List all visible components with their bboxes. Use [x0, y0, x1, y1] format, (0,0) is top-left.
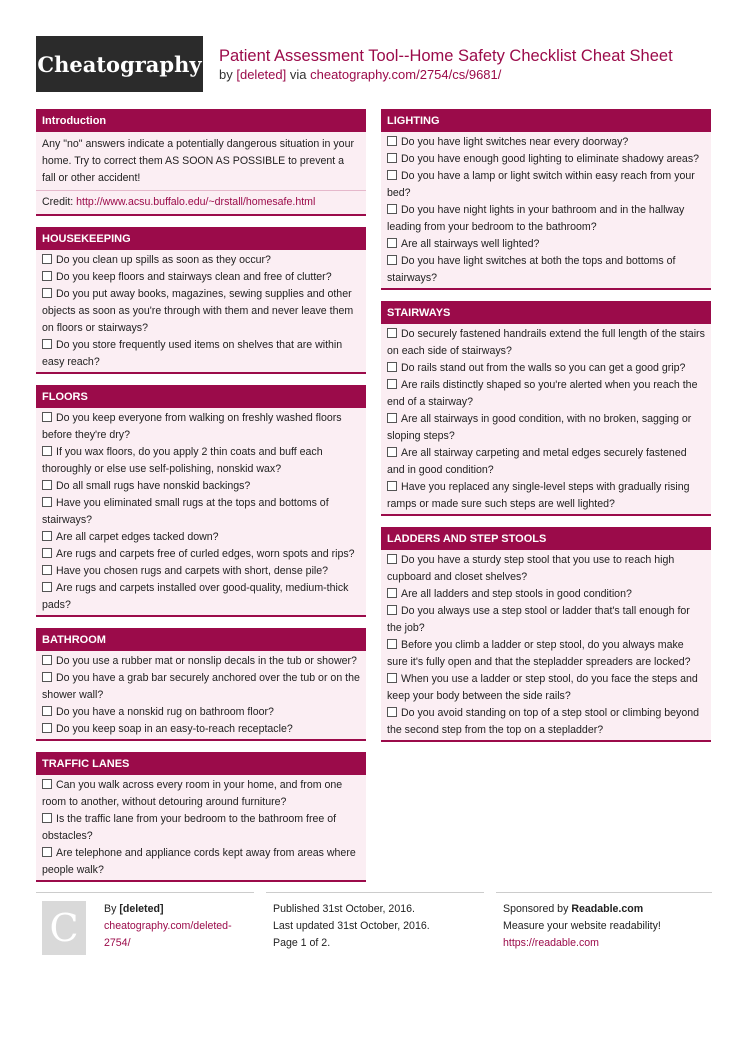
checkbox-icon[interactable] — [42, 288, 52, 298]
checklist-item — [36, 653, 366, 670]
checklist-item — [381, 671, 711, 705]
checkbox-icon[interactable] — [387, 328, 397, 338]
checklist-item — [381, 253, 711, 287]
checklist-item-text: Do you have a grab bar securely anchored over the tub or on the shower wall? — [42, 672, 360, 701]
checklist-item — [36, 563, 366, 580]
checkbox-icon[interactable] — [42, 339, 52, 349]
credit-line — [36, 190, 366, 213]
checklist-item-text: When you use a ladder or step stool, do you face the steps and keep your body between the side rails? — [387, 673, 698, 702]
sheet-url-link[interactable]: cheatography.com/2754/cs/9681/ — [310, 67, 502, 82]
checklist-item — [381, 326, 711, 360]
checkbox-icon[interactable] — [387, 554, 397, 564]
checkbox-icon[interactable] — [387, 153, 397, 163]
checklist-item-text: Do you have a nonskid rug on bathroom floor? — [56, 706, 274, 718]
sponsor-label: Sponsored by — [503, 903, 569, 915]
checklist-item-text: Have you eliminated small rugs at the tops and bottoms of stairways? — [42, 497, 329, 526]
checklist-item-text: Are all stairways well lighted? — [401, 238, 540, 250]
section-title: STAIRWAYS — [381, 301, 711, 324]
section-title: LADDERS AND STEP STOOLS — [381, 527, 711, 550]
checkbox-icon[interactable] — [387, 255, 397, 265]
checkbox-icon[interactable] — [42, 706, 52, 716]
checklist-item-text: Do you have night lights in your bathroom and in the hallway leading from your bedroom to the bathroom? — [387, 204, 685, 233]
by-prefix: by — [219, 67, 233, 82]
page-number: Page 1 of 2. — [273, 937, 331, 949]
checklist-item-text: Are telephone and appliance cords kept away from areas where people walk? — [42, 847, 356, 876]
checklist-item — [381, 236, 711, 253]
cheatography-logo[interactable]: Cheatography — [36, 36, 203, 92]
checkbox-icon[interactable] — [42, 565, 52, 575]
checkbox-icon[interactable] — [42, 531, 52, 541]
checklist-item-text: If you wax floors, do you apply 2 thin coats and buff each thoroughly or else use self-polishing, nonskid wax? — [42, 446, 323, 475]
footer-dates — [266, 892, 484, 953]
checklist-item-text: Have you replaced any single-level steps with gradually rising ramps or made sure such steps are well lighted? — [387, 481, 690, 510]
checklist-item — [36, 845, 366, 879]
checklist-item-text: Is the traffic lane from your bedroom to the bathroom free of obstacles? — [42, 813, 337, 842]
cheatography-c-logo: C — [42, 901, 86, 955]
checklist-item-text: Can you walk across every room in your home, and from one room to another, without detouring around furniture? — [42, 779, 343, 808]
checkbox-icon[interactable] — [387, 588, 397, 598]
footer-author — [36, 892, 254, 953]
checkbox-icon[interactable] — [387, 605, 397, 615]
checkbox-icon[interactable] — [387, 238, 397, 248]
checklist-item — [36, 410, 366, 444]
checkbox-icon[interactable] — [42, 446, 52, 456]
checkbox-icon[interactable] — [42, 582, 52, 592]
footer — [36, 892, 712, 952]
checklist-item — [36, 495, 366, 529]
section-introduction — [36, 109, 366, 216]
checklist-item — [36, 580, 366, 614]
checklist-item-text: Do you clean up spills as soon as they occur? — [56, 254, 271, 266]
checkbox-icon[interactable] — [387, 362, 397, 372]
checkbox-icon[interactable] — [42, 497, 52, 507]
section-lighting — [381, 109, 711, 290]
checklist-item-text: Do you have a sturdy step stool that you use to reach high cupboard and closet shelves? — [387, 554, 675, 583]
checklist-item-text: Do you have light switches near every doorway? — [401, 136, 629, 148]
checklist-item — [381, 411, 711, 445]
sponsor-tagline: Measure your website readability! — [503, 920, 661, 932]
checkbox-icon[interactable] — [387, 379, 397, 389]
section-body — [36, 651, 366, 741]
checkbox-icon[interactable] — [387, 639, 397, 649]
section-bathroom — [36, 628, 366, 741]
checklist-item-text: Do all small rugs have nonskid backings? — [56, 480, 251, 492]
checkbox-icon[interactable] — [42, 480, 52, 490]
section-title: Introduction — [36, 109, 366, 132]
checklist-item-text: Do you have light switches at both the tops and bottoms of stairways? — [387, 255, 676, 284]
checklist-item — [36, 670, 366, 704]
section-housekeeping — [36, 227, 366, 374]
section-title: LIGHTING — [381, 109, 711, 132]
checkbox-icon[interactable] — [42, 548, 52, 558]
checklist-item — [36, 811, 366, 845]
credit-link[interactable]: http://www.acsu.buffalo.edu/~drstall/homesafe.html — [76, 196, 316, 208]
checklist-item-text: Are all stairway carpeting and metal edges securely fastened and in good condition? — [387, 447, 687, 476]
checklist-item-text: Do you have enough good lighting to eliminate shadowy areas? — [401, 153, 700, 165]
section-body — [36, 775, 366, 882]
section-title: BATHROOM — [36, 628, 366, 651]
checklist-item — [36, 252, 366, 269]
checklist-item — [381, 151, 711, 168]
checklist-item — [381, 603, 711, 637]
credit-label: Credit: — [42, 196, 74, 208]
checklist-item-text: Before you climb a ladder or step stool, do you always make sure it's fully open and that the stepladder spreaders are locked? — [387, 639, 691, 668]
footer-author-name: [deleted] — [119, 903, 164, 915]
checkbox-icon[interactable] — [387, 707, 397, 717]
published-date: Published 31st October, 2016. — [273, 903, 415, 915]
checklist-item — [36, 721, 366, 738]
checkbox-icon[interactable] — [42, 779, 52, 789]
checkbox-icon[interactable] — [42, 723, 52, 733]
checklist-item — [381, 637, 711, 671]
checkbox-icon[interactable] — [42, 813, 52, 823]
via-label: via — [289, 67, 307, 82]
checklist-item-text: Are all carpet edges tacked down? — [56, 531, 219, 543]
checklist-item-text: Are rugs and carpets free of curled edges, worn spots and rips? — [56, 548, 355, 560]
footer-by-label: By — [104, 903, 117, 915]
left-column — [36, 109, 366, 893]
page-title: Patient Assessment Tool--Home Safety Checklist Cheat Sheet — [219, 47, 673, 65]
checklist-item — [381, 377, 711, 411]
updated-date: Last updated 31st October, 2016. — [273, 920, 430, 932]
checkbox-icon[interactable] — [42, 672, 52, 682]
checklist-item-text: Do you put away books, magazines, sewing supplies and other objects as soon as you're through with them and never leave them on floors or stairways? — [42, 288, 354, 334]
footer-sponsor — [496, 892, 712, 953]
checklist-item-text: Do you keep soap in an easy-to-reach receptacle? — [56, 723, 293, 735]
checkbox-icon[interactable] — [387, 413, 397, 423]
checklist-item-text: Do you keep floors and stairways clean and free of clutter? — [56, 271, 332, 283]
checklist-item — [381, 202, 711, 236]
checklist-item-text: Do you store frequently used items on shelves that are within easy reach? — [42, 339, 343, 368]
section-body — [36, 250, 366, 374]
checkbox-icon[interactable] — [42, 254, 52, 264]
checklist-item-text: Are all ladders and step stools in good condition? — [401, 588, 632, 600]
footer-profile-link[interactable]: cheatography.com/deleted-2754/ — [104, 920, 232, 949]
checklist-item-text: Do rails stand out from the walls so you can get a good grip? — [401, 362, 686, 374]
checklist-item-text: Do securely fastened handrails extend the full length of the stairs on each side of stairways? — [387, 328, 705, 357]
intro-paragraph: Any "no" answers indicate a potentially dangerous situation in your home. Try to correct them AS SOON AS POSSIBLE to prevent a fall or other accident! — [42, 138, 354, 184]
checklist-item — [381, 168, 711, 202]
section-title: FLOORS — [36, 385, 366, 408]
checklist-item-text: Do you avoid standing on top of a step stool or climbing beyond the second step from the top on a stepladder? — [387, 707, 699, 736]
sponsor-link[interactable]: https://readable.com — [503, 937, 599, 949]
checklist-item — [381, 586, 711, 603]
checklist-item-text: Do you always use a step stool or ladder that's tall enough for the job? — [387, 605, 690, 634]
section-body — [36, 132, 366, 216]
checklist-item — [36, 777, 366, 811]
checkbox-icon[interactable] — [42, 847, 52, 857]
checkbox-icon[interactable] — [387, 481, 397, 491]
section-floors — [36, 385, 366, 617]
section-ladders-and-step-stools — [381, 527, 711, 742]
section-body — [381, 324, 711, 516]
checklist-item-text: Do you keep everyone from walking on freshly washed floors before they're dry? — [42, 412, 342, 441]
checklist-item — [36, 286, 366, 337]
checklist-item-text: Are all stairways in good condition, with no broken, sagging or sloping steps? — [387, 413, 692, 442]
checklist-item-text: Are rugs and carpets installed over good-quality, medium-thick pads? — [42, 582, 349, 611]
section-body — [36, 408, 366, 617]
section-body — [381, 550, 711, 742]
checklist-item — [381, 445, 711, 479]
sponsor-name: Readable.com — [571, 903, 644, 915]
checkbox-icon[interactable] — [42, 655, 52, 665]
checklist-item — [36, 269, 366, 286]
checkbox-icon[interactable] — [387, 204, 397, 214]
byline — [219, 67, 501, 82]
checklist-item — [381, 705, 711, 739]
section-traffic-lanes — [36, 752, 366, 882]
checkbox-icon[interactable] — [387, 673, 397, 683]
checklist-item — [36, 704, 366, 721]
checklist-item-text: Do you have a lamp or light switch within easy reach from your bed? — [387, 170, 695, 199]
checklist-item — [381, 134, 711, 151]
author-link[interactable]: [deleted] — [236, 67, 287, 82]
section-title: TRAFFIC LANES — [36, 752, 366, 775]
checklist-item-text: Do you use a rubber mat or nonslip decals in the tub or shower? — [56, 655, 357, 667]
checklist-item — [381, 479, 711, 513]
checkbox-icon[interactable] — [387, 170, 397, 180]
checklist-item-text: Are rails distinctly shaped so you're alerted when you reach the end of a stairway? — [387, 379, 698, 408]
checklist-item — [36, 529, 366, 546]
checkbox-icon[interactable] — [387, 136, 397, 146]
checkbox-icon[interactable] — [42, 271, 52, 281]
section-stairways — [381, 301, 711, 516]
section-title: HOUSEKEEPING — [36, 227, 366, 250]
checklist-item — [36, 478, 366, 495]
checklist-item — [381, 360, 711, 377]
checkbox-icon[interactable] — [387, 447, 397, 457]
right-column — [381, 109, 711, 753]
section-body — [381, 132, 711, 290]
checklist-item — [381, 552, 711, 586]
checklist-item — [36, 444, 366, 478]
checklist-item — [36, 337, 366, 371]
checklist-item — [36, 546, 366, 563]
checkbox-icon[interactable] — [42, 412, 52, 422]
checklist-item-text: Have you chosen rugs and carpets with short, dense pile? — [56, 565, 329, 577]
